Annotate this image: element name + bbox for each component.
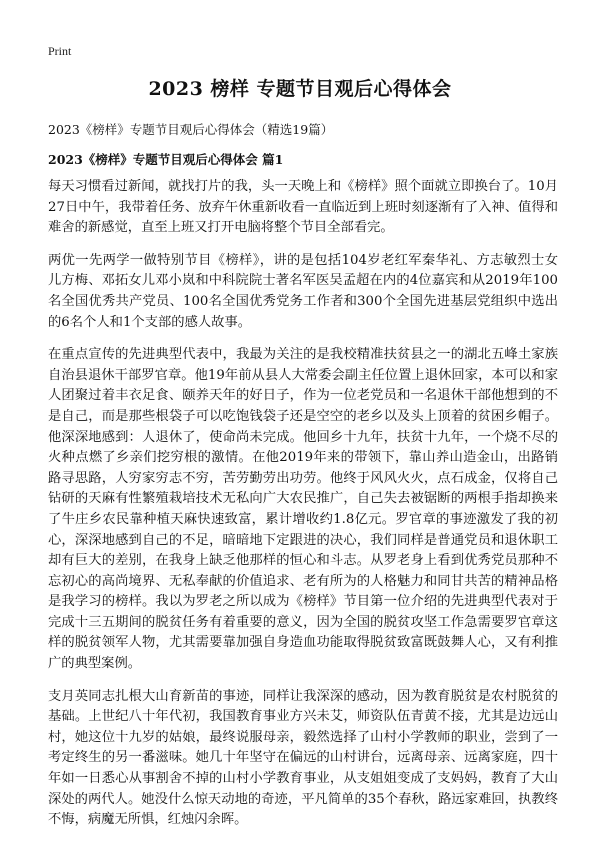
- section-heading: 2023《榜样》专题节目观后心得体会 篇1: [48, 152, 284, 167]
- paragraph: 在重点宣传的先进典型代表中，我最为关注的是我校精准扶贫县之一的湖北五峰土家族自治县退休干部罗官章。他19年前从县人大常委会副主任位置上退休回家，本可以和家人团聚过着丰衣足食、颐养天年的好日子，作为一位老党员和一名退休干部他想到的不是自己，而是那些根袋子可以吃饱钱袋子还是空空的老乡以及头上顶着的贫困乡帽子。他深深地感到：人退休了，使命尚未完成。他回乡十九年，扶贫十九年，一个烧不尽的火种点燃了乡亲们挖穷根的激情。在他2019年来的带领下，靠山养山造金山，出路销路寻思路，人穷家穷志不穷，苦劳勤劳出功劳。他终于风风火火，点石成金，仅将自己钻研的天麻有性繁殖栽培技术无私向广大农民推广，自己失去被锯断的两根手指却换来了牛庄乡农民靠种植天麻快速致富，累计增收约1.8亿元。罗官章的事迹激发了我的初心，深深地感到自己的不足，暗暗地下定跟进的决心，我们同样是普通党员和退休职工却有巨大的差别，在我身上缺乏他那样的恒心和斗志。从罗老身上看到优秀党员那种不忘初心的高尚境界、无私奉献的价值追求、老有所为的人格魅力和同甘共苦的精神品格是我学习的榜样。我以为罗老之所以成为《榜样》节目第一位介绍的先进典型代表对于完成十三五期间的脱贫任务有着重要的意义，因为全国的脱贫攻坚工作急需要罗官章这样的脱贫领军人物，尤其需要靠加强自身造血功能取得脱贫致富既鼓舞人心，又有利推广的典型案例。: [48, 347, 558, 672]
- article-body: [48, 177, 558, 843]
- page-title: 2023 榜样 专题节目观后心得体会: [148, 78, 452, 100]
- paragraph: 两优一先两学一做特别节目《榜样》，讲的是包括104岁老红军秦华礼、方志敏烈士女儿方梅、邓拓女儿邓小岚和中科院院士著名军医吴孟超在内的4位嘉宾和从2019年100名全国优秀共产党员、100名全国优秀党务工作者和300个全国先进基层党组织中选出的6名个人和1个支部的感人故事。: [48, 252, 558, 330]
- print-link[interactable]: Print: [48, 44, 72, 58]
- article-subtitle: 2023《榜样》专题节目观后心得体会（精选19篇）: [48, 122, 334, 137]
- paragraph: 支月英同志扎根大山育新苗的事迹，同样让我深深的感动，因为教育脱贫是农村脱贫的基础。上世纪八十年代初，我国教育事业方兴未艾，师资队伍青黄不接，尤其是边远山村，她这位十九岁的姑娘，最终说服母亲，毅然选择了山村小学教师的职业，尝到了一考定终生的另一番滋味。她几十年坚守在偏远的山村讲台，远离母亲、远离家庭，四十年如一日悉心从事割舍不掉的山村小学教育事业，从支姐姐变成了支妈妈，教育了大山深处的两代人。她没什么惊天动地的奇迹，平凡简单的35个春秋，路远家难回，执教终不悔，病魔无所惧，红烛闪余晖。: [48, 688, 558, 828]
- paragraph: 每天习惯看过新闻，就找打片的我，头一天晚上和《榜样》照个面就立即换台了。10月27日中午，我带着任务、放弃午休重新收看一直临近到上班时刻逐渐有了入神、值得和难舍的新感觉，直至上班又打开电脑将整个节目全部看完。: [48, 179, 558, 236]
